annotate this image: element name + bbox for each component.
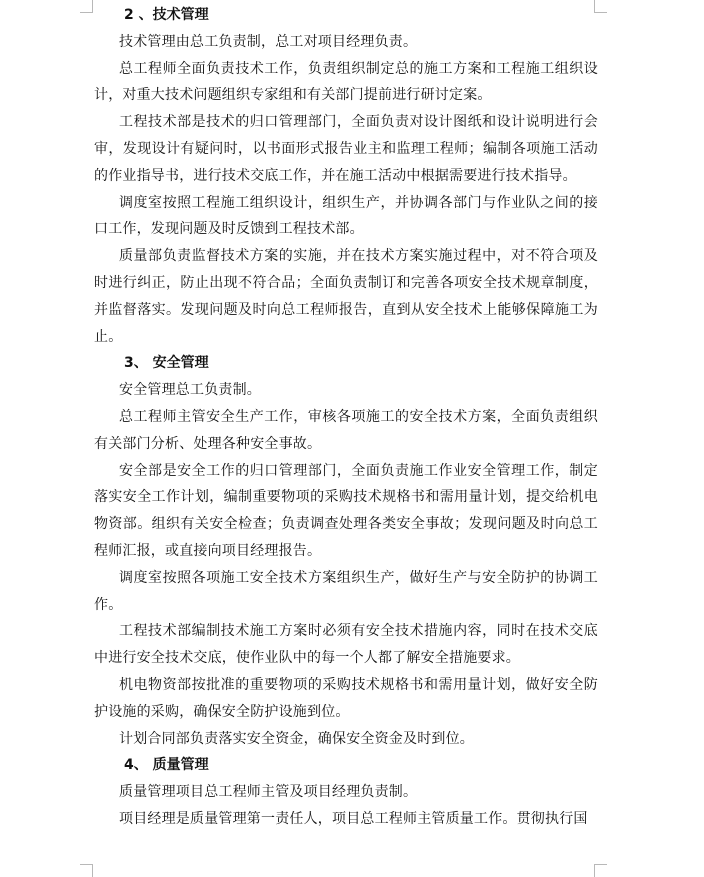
- paragraph: 工程技术部是技术的归口管理部门，全面负责对设计图纸和设计说明进行会审，发现设计有疑问时，以书面形式报告业主和监理工程师；编制各项施工活动的作业指导书，进行技术交底工作，并在施工活动中根据需要进行技术指导。: [94, 114, 598, 184]
- section-heading: 4、 质量管理: [124, 757, 209, 774]
- paragraph: 技术管理由总工负责制，总工对项目经理负责。: [119, 33, 418, 50]
- paragraph: 计划合同部负责落实安全资金，确保安全资金及时到位。: [119, 730, 474, 747]
- section-heading: 3、 安全管理: [124, 355, 209, 372]
- paragraph: 总工程师主管安全生产工作，审核各项施工的安全技术方案，全面负责组织有关部门分析、处理各种安全事故。: [94, 408, 598, 452]
- document-body[interactable]: [94, 2, 598, 833]
- section-technical-management: [94, 2, 598, 350]
- margin-corner-mark: [80, 864, 93, 877]
- paragraph: 调度室按照各项施工安全技术方案组织生产，做好生产与安全防护的协调工作。: [94, 569, 598, 613]
- paragraph: 质量部负责监督技术方案的实施，并在技术方案实施过程中，对不符合项及时进行纠正，防止出现不符合品；全面负责制订和完善各项安全技术规章制度，并监督落实。发现问题及时向总工程师报告，直到从安全技术上能够保障施工为止。: [94, 248, 598, 345]
- paragraph: 机电物资部按批准的重要物项的采购技术规格书和需用量计划，做好安全防护设施的采购，确保安全防护设施到位。: [94, 676, 598, 720]
- margin-corner-mark: [594, 864, 607, 877]
- paragraph: 调度室按照工程施工组织设计，组织生产，并协调各部门与作业队之间的接口工作，发现问题及时反馈到工程技术部。: [94, 194, 598, 238]
- paragraph: 项目经理是质量管理第一责任人，项目总工程师主管质量工作。贯彻执行国: [119, 810, 588, 827]
- paragraph: 总工程师全面负责技术工作，负责组织制定总的施工方案和工程施工组织设计，对重大技术问题组织专家组和有关部门提前进行研讨定案。: [94, 60, 598, 104]
- section-quality-management: [94, 752, 598, 832]
- paragraph: 安全管理总工负责制。: [119, 382, 261, 399]
- section-safety-management: [94, 350, 598, 752]
- paragraph: 安全部是安全工作的归口管理部门，全面负责施工作业安全管理工作，制定落实安全工作计划，编制重要物项的采购技术规格书和需用量计划，提交给机电物资部。组织有关安全检查；负责调查处理各类安全事故；发现问题及时向总工程师汇报，或直接向项目经理报告。: [94, 462, 598, 559]
- paragraph: 质量管理项目总工程师主管及项目经理负责制。: [119, 784, 418, 801]
- margin-corner-mark: [80, 0, 93, 13]
- section-heading: 2 、技术管理: [124, 7, 209, 23]
- paragraph: 工程技术部编制技术施工方案时必须有安全技术措施内容，同时在技术交底中进行安全技术交底，使作业队中的每一个人都了解安全措施要求。: [94, 623, 598, 667]
